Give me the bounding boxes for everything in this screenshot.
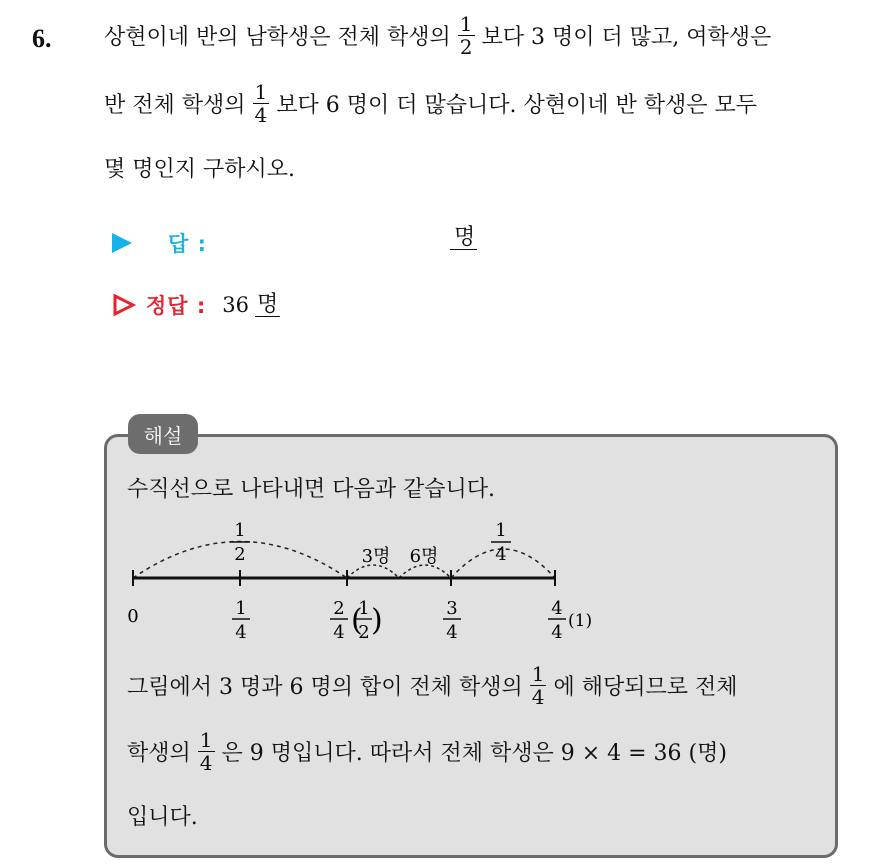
fraction: $\frac{1}{4}$: [254, 80, 268, 127]
arc-half-den: 2: [234, 544, 246, 565]
answer-label: 답 :: [168, 232, 207, 256]
correct-label: 정답 :: [146, 294, 207, 318]
question-text: 상현이네 반의 남학생은 전체 학생의: [104, 25, 451, 50]
correct-value: 36: [222, 293, 250, 317]
arc-half-num: 1: [234, 520, 246, 541]
tick-label-2-extra-den: 2: [358, 622, 370, 643]
correct-unit: 명: [257, 291, 279, 317]
tick-label-0: 0: [127, 606, 139, 627]
tick-label-4-extra: (1): [568, 611, 593, 631]
tick-label-3-den: 4: [446, 622, 458, 643]
arc-3-label: 3명: [361, 546, 391, 567]
tick-label-1-num: 1: [235, 598, 247, 619]
tick-label-2-num: 2: [333, 598, 345, 619]
explanation-tag: 해설: [128, 414, 198, 454]
explanation-line-1: 그림에서 3 명과 6 명의 합이 전체 학생의 $\frac{1}{4}$ 에 해당되므로 전체: [127, 662, 738, 709]
explanation-intro: 수직선으로 나타내면 다음과 같습니다.: [127, 477, 496, 502]
tick-label-1-den: 4: [235, 622, 247, 643]
paren-close: ): [371, 603, 383, 638]
arc-quarter-den: 4: [495, 544, 507, 565]
tick-label-3-num: 3: [446, 598, 458, 619]
explanation-line-3: 입니다.: [127, 805, 198, 830]
question-text: 보다 3 명이 더 많고, 여학생은: [481, 25, 772, 50]
question-text: 반 전체 학생의: [104, 93, 246, 118]
question-text: 몇 명인지 구하시오.: [104, 157, 295, 182]
fraction: $\frac{1}{2}$: [459, 12, 473, 59]
fraction: $\frac{1}{4}$: [199, 728, 213, 775]
tick-label-4-den: 4: [551, 622, 563, 643]
question-text: 보다 6 명이 더 많습니다. 상현이네 반 학생은 모두: [276, 93, 757, 118]
explanation-line-2: 학생의 $\frac{1}{4}$ 은 9 명입니다. 따라서 전체 학생은 9 × 4 = 36 (명): [127, 728, 727, 775]
paren-open: (: [351, 603, 363, 638]
fraction: $\frac{1}{4}$: [531, 662, 545, 709]
tick-label-2-extra-num: 1: [358, 598, 370, 619]
question-number: 6.: [32, 24, 52, 53]
answer-unit: 명: [450, 226, 477, 250]
arc-quarter-num: 1: [495, 520, 507, 541]
tick-label-4-num: 4: [551, 598, 563, 619]
tick-label-2-den: 4: [333, 622, 345, 643]
arc-6-label: 6명: [409, 546, 439, 567]
